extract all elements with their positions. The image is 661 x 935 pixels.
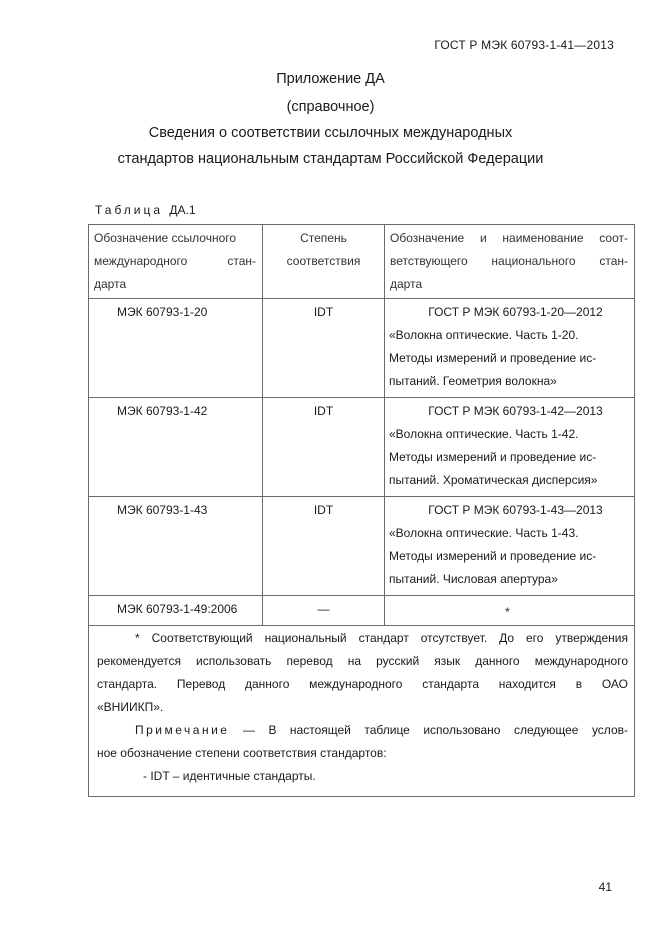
table-row	[89, 497, 635, 596]
national-standard-title-line: «Волокна оптические. Часть 1-43.	[389, 526, 579, 540]
appendix-title: Приложение ДА	[276, 71, 385, 87]
national-standard-cell	[385, 299, 635, 398]
table-header-row	[89, 225, 635, 299]
header-col1-line: международного стан-	[94, 254, 256, 268]
degree-cell: IDT	[263, 299, 385, 398]
header-national-standard	[385, 225, 635, 299]
degree-cell: IDT	[263, 398, 385, 497]
note-line: ное обозначение степени соответствия стандартов:	[97, 746, 387, 760]
table-row	[89, 398, 635, 497]
national-standard-title-line: «Волокна оптические. Часть 1-42.	[389, 427, 579, 441]
footnote-line: рекомендуется использовать перевод на русский язык данного международного	[97, 654, 628, 668]
table-label-number: ДА.1	[169, 203, 196, 217]
footnote-line: стандарта. Перевод данного международного стандарта находится в ОАО	[97, 677, 628, 691]
table-footnote-cell	[89, 626, 635, 797]
reference-standard-cell: МЭК 60793-1-43	[89, 497, 263, 596]
header-col1-line: Обозначение ссылочного	[94, 231, 237, 245]
national-standard-cell	[385, 497, 635, 596]
table-label-word: Таблица	[95, 203, 164, 217]
note-label: Примечание	[135, 723, 230, 737]
table-label	[95, 203, 196, 217]
table-row	[89, 596, 635, 626]
header-degree	[263, 225, 385, 299]
national-standard-absent-cell: *	[385, 596, 635, 626]
note-list-item: - IDT – идентичные стандарты.	[143, 769, 316, 783]
note-text: — В настоящей таблице использовано следующее услов-	[229, 723, 628, 737]
appendix-type: (справочное)	[286, 99, 375, 115]
appendix-heading-line2: стандартов национальным стандартам Российской Федерации	[117, 151, 544, 167]
national-standard-title-line: пытаний. Хроматическая дисперсия»	[389, 473, 598, 487]
appendix-heading-line1: Сведения о соответствии ссылочных международных	[148, 125, 513, 141]
national-standard-code: ГОСТ Р МЭК 60793-1-42—2013	[428, 404, 603, 418]
national-standard-title-line: пытаний. Геометрия волокна»	[389, 374, 557, 388]
national-standard-title-line: Методы измерений и проведение ис-	[389, 351, 597, 365]
header-col3-line: Обозначение и наименование соот-	[390, 231, 628, 245]
national-standard-title-line: Методы измерений и проведение ис-	[389, 450, 597, 464]
reference-standard-cell: МЭК 60793-1-42	[89, 398, 263, 497]
national-standard-title-line: «Волокна оптические. Часть 1-20.	[389, 328, 579, 342]
reference-standard-cell: МЭК 60793-1-20	[89, 299, 263, 398]
correspondence-table	[88, 224, 635, 797]
header-col2-line: Степень	[300, 231, 347, 245]
header-col1-line: дарта	[94, 277, 127, 291]
reference-standard-cell: МЭК 60793-1-49:2006	[89, 596, 263, 626]
national-standard-cell	[385, 398, 635, 497]
header-col3-line: дарта	[390, 277, 423, 291]
header-col2-line: соответствия	[286, 254, 361, 268]
note-line	[97, 719, 628, 742]
table-footnote-row	[89, 626, 635, 797]
document-code-header: ГОСТ Р МЭК 60793-1-41—2013	[434, 38, 614, 52]
degree-cell: —	[263, 596, 385, 626]
national-standard-code: ГОСТ Р МЭК 60793-1-43—2013	[428, 503, 603, 517]
footnote-line: «ВНИИКП».	[97, 700, 164, 714]
footnote-line: * Соответствующий национальный стандарт отсутствует. До его утверждения	[135, 631, 628, 645]
page-number: 41	[598, 880, 612, 894]
national-standard-title-line: Методы измерений и проведение ис-	[389, 549, 597, 563]
correspondence-table-wrapper	[88, 224, 634, 797]
degree-cell: IDT	[263, 497, 385, 596]
national-standard-title-line: пытаний. Числовая апертура»	[389, 572, 558, 586]
national-standard-code: ГОСТ Р МЭК 60793-1-20—2012	[428, 305, 603, 319]
header-reference-standard	[89, 225, 263, 299]
table-row	[89, 299, 635, 398]
header-col3-line: ветствующего национального стан-	[390, 254, 628, 268]
